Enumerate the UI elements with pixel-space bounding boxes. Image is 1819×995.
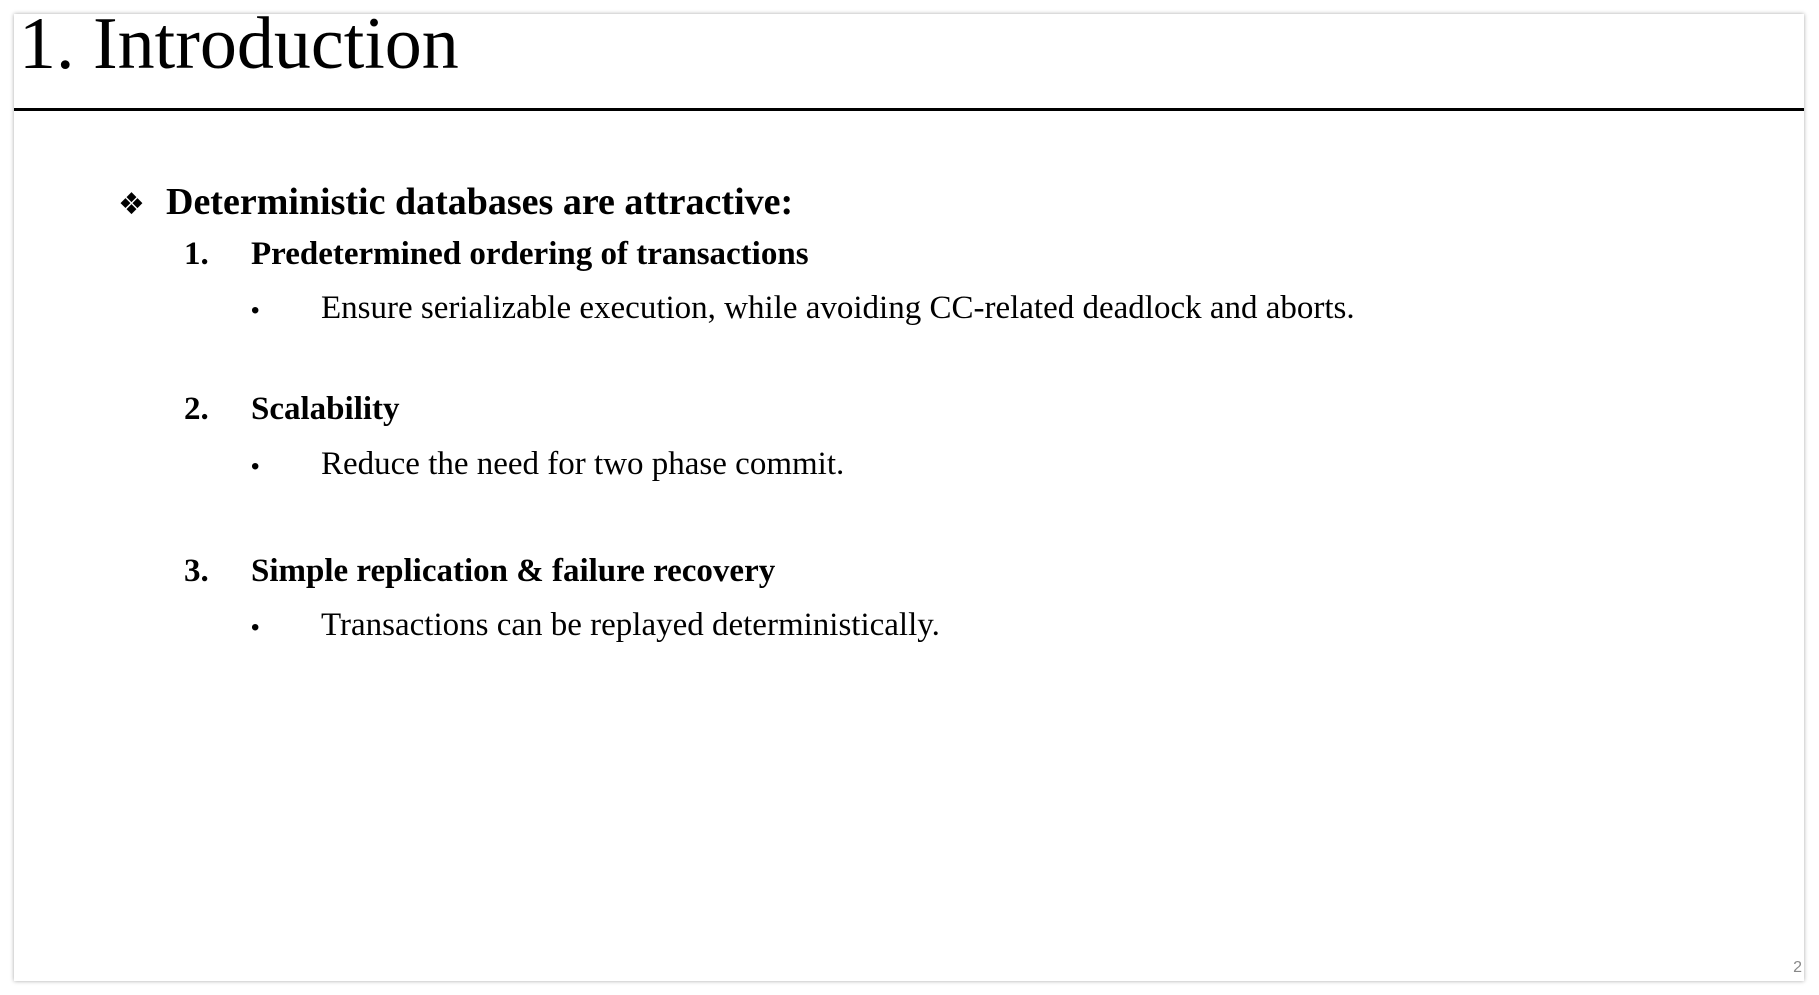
item-detail-text: Transactions can be replayed deterministically. (321, 607, 940, 643)
title-divider (14, 108, 1804, 111)
bullet-icon: • (251, 614, 260, 641)
item-detail-text: Reduce the need for two phase commit. (321, 446, 845, 482)
item-number: 1. (184, 236, 209, 272)
item-heading: Predetermined ordering of transactions (251, 236, 809, 272)
item-detail-3 (251, 607, 940, 644)
item-heading: Scalability (251, 391, 400, 427)
bullet-icon: • (251, 453, 260, 480)
numbered-item-2 (184, 391, 400, 428)
item-number: 2. (184, 391, 209, 427)
main-point-text: Deterministic databases are attractive: (166, 181, 794, 223)
page-number: 2 (1793, 959, 1802, 976)
main-bullet-point (118, 180, 793, 224)
numbered-item-3 (184, 553, 775, 590)
slide (14, 14, 1804, 981)
numbered-item-1 (184, 236, 809, 273)
diamond-four-icon: ❖ (118, 187, 145, 222)
item-detail-1 (251, 290, 1355, 327)
item-detail-text: Ensure serializable execution, while avoiding CC-related deadlock and aborts. (321, 290, 1355, 326)
item-detail-2 (251, 446, 844, 483)
item-number: 3. (184, 553, 209, 589)
item-heading: Simple replication & failure recovery (251, 553, 776, 589)
slide-title: 1. Introduction (19, 14, 459, 85)
bullet-icon: • (251, 297, 260, 324)
